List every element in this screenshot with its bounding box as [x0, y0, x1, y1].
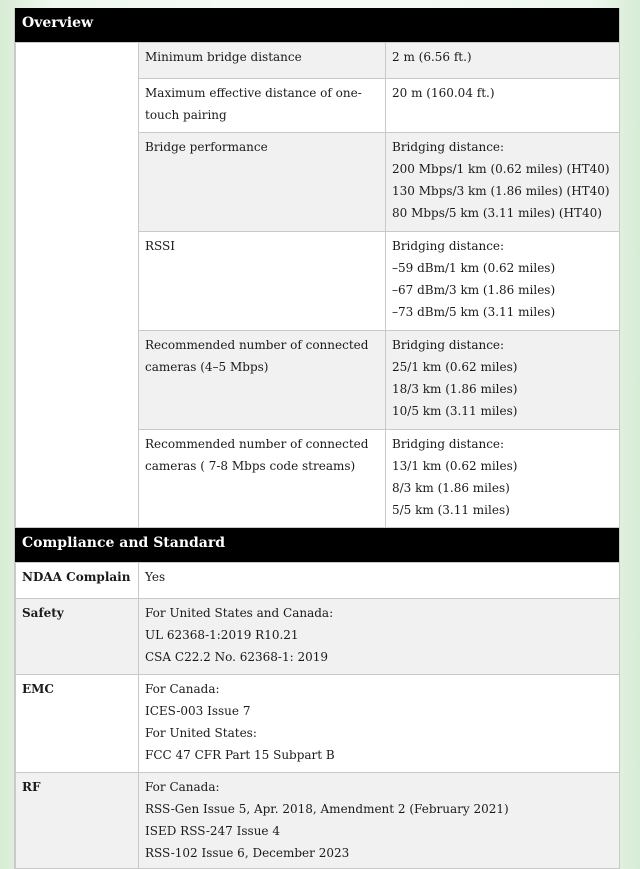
table-row [16, 563, 620, 599]
value-line: RSS-102 Issue 6, December 2023 [145, 846, 350, 860]
value-rf [139, 773, 620, 869]
spec-value-rssi [386, 232, 620, 331]
value-line: CSA C22.2 No. 62368-1: 2019 [145, 650, 328, 664]
spec-name-cameras-4-5mbps: Recommended number of connected cameras (4–5 Mbps) [139, 331, 386, 430]
value-line: RSS-Gen Issue 5, Apr. 2018, Amendment 2 (February 2021) [145, 802, 509, 816]
value-line: –73 dBm/5 km (3.11 miles) [392, 305, 556, 319]
value-line: For United States and Canada: [145, 606, 334, 620]
spec-value-bridge-performance [386, 133, 620, 232]
table-row [16, 773, 620, 869]
value-line: Bridging distance: [392, 338, 505, 352]
overview-table [15, 42, 620, 528]
value-line: 130 Mbps/3 km (1.86 miles) (HT40) [392, 184, 610, 198]
table-row [16, 599, 620, 675]
spec-name-min-bridge-distance: Minimum bridge distance [139, 43, 386, 79]
value-line: 20 m (160.04 ft.) [392, 86, 495, 100]
table-row [16, 675, 620, 773]
label-ndaa: NDAA Complain [16, 563, 139, 599]
table-row [16, 43, 620, 79]
spec-value-cameras-4-5mbps [386, 331, 620, 430]
value-line: 25/1 km (0.62 miles) [392, 360, 518, 374]
value-line: –67 dBm/3 km (1.86 miles) [392, 283, 556, 297]
value-line: 5/5 km (3.11 miles) [392, 503, 510, 517]
value-line: Yes [145, 570, 166, 584]
spec-value-max-pairing-distance [386, 79, 620, 133]
value-line: 2 m (6.56 ft.) [392, 50, 472, 64]
label-rf: RF [16, 773, 139, 869]
value-line: Bridging distance: [392, 140, 505, 154]
value-line: ISED RSS-247 Issue 4 [145, 824, 280, 838]
value-emc [139, 675, 620, 773]
value-safety [139, 599, 620, 675]
overview-category-cell [16, 43, 139, 528]
value-line: For United States: [145, 726, 257, 740]
spec-name-cameras-7-8mbps: Recommended number of connected cameras ( 7-8 Mbps code streams) [139, 430, 386, 528]
value-line: –59 dBm/1 km (0.62 miles) [392, 261, 556, 275]
compliance-table [15, 562, 620, 869]
value-line: 80 Mbps/5 km (3.11 miles) (HT40) [392, 206, 602, 220]
spec-sheet [14, 8, 620, 869]
spec-value-min-bridge-distance [386, 43, 620, 79]
value-line: 200 Mbps/1 km (0.62 miles) (HT40) [392, 162, 610, 176]
value-line: 10/5 km (3.11 miles) [392, 404, 518, 418]
compliance-header: Compliance and Standard [15, 528, 619, 562]
spec-name-rssi: RSSI [139, 232, 386, 331]
spec-name-bridge-performance: Bridge performance [139, 133, 386, 232]
value-line: ICES-003 Issue 7 [145, 704, 251, 718]
value-ndaa [139, 563, 620, 599]
value-line: 18/3 km (1.86 miles) [392, 382, 518, 396]
value-line: Bridging distance: [392, 437, 505, 451]
value-line: 8/3 km (1.86 miles) [392, 481, 510, 495]
value-line: FCC 47 CFR Part 15 Subpart B [145, 748, 335, 762]
value-line: For Canada: [145, 682, 220, 696]
overview-header: Overview [15, 8, 619, 42]
value-line: 13/1 km (0.62 miles) [392, 459, 518, 473]
value-line: Bridging distance: [392, 239, 505, 253]
label-safety: Safety [16, 599, 139, 675]
spec-name-max-pairing-distance: Maximum effective distance of one-touch pairing [139, 79, 386, 133]
spec-value-cameras-7-8mbps [386, 430, 620, 528]
value-line: UL 62368-1:2019 R10.21 [145, 628, 299, 642]
value-line: For Canada: [145, 780, 220, 794]
label-emc: EMC [16, 675, 139, 773]
